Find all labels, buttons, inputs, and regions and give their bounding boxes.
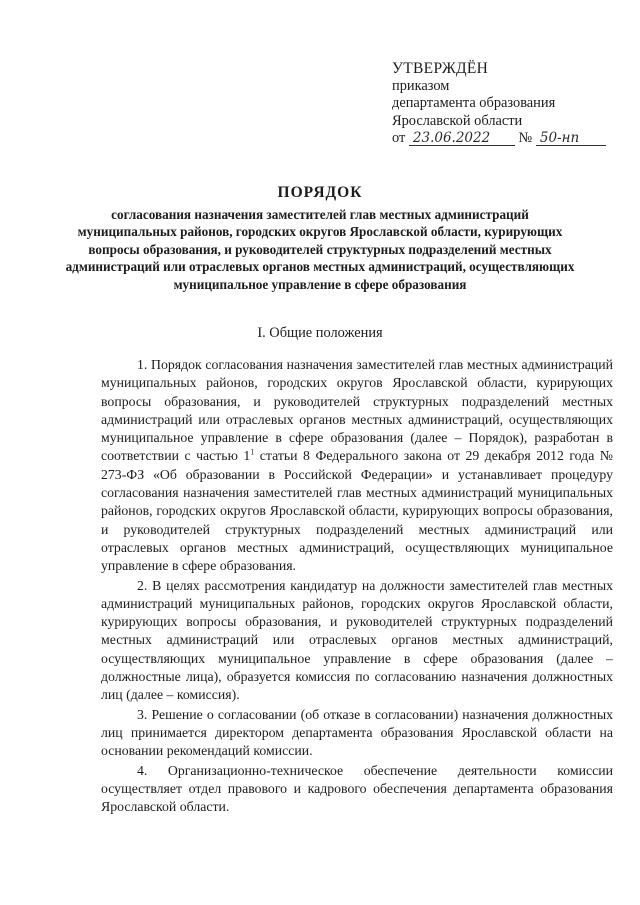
paragraph-4: 4. Организационно-техническое обеспечение деятельности комиссии осуществляет отдел правового и кадрового обеспечения департамента образования Ярославской области. — [101, 762, 613, 815]
paragraph-1-text-end: статьи 8 Федерального закона от 29 декабря 2012 года № 273-ФЗ «Об образовании в Российской Федерации» и устанавливает процедуру согласования назначения заместителей глав местных администраций муниципальных районов, городских округов Ярославской области, курирующих вопросы образования, и руководителей структурных подразделений местных администраций или отраслевых органов местных администраций, осуществляющих муниципальное управление в сфере образования. — [101, 448, 613, 574]
approval-line-order: приказом — [392, 77, 450, 94]
approval-date-number-line — [392, 130, 622, 148]
document-title-block — [60, 183, 580, 293]
approval-from-label: от — [392, 130, 406, 146]
section-heading: I. Общие положения — [257, 325, 383, 341]
handwritten-number: 50-нп — [536, 131, 606, 146]
approval-line-region: Ярославской области — [392, 112, 523, 129]
approval-number-label: № — [518, 130, 533, 146]
paragraph-1-superscript: 1 — [250, 447, 255, 457]
approval-title: УТВЕРЖДЁН — [392, 60, 489, 77]
paragraph-3: 3. Решение о согласовании (об отказе в согласовании) назначения должностных лиц принимается директором департамента образования Ярославской области на основании рекомендаций комиссии. — [101, 706, 613, 759]
document-body — [101, 356, 613, 816]
paragraph-1-text-start: 1. Порядок согласования назначения заместителей глав местных администраций муниципальных районов, городских округов Ярославской области, курирующих вопросы образования, и руководителей структурных подразделений местных администраций или отраслевых органов местных администраций, осуществляющих муниципальное управление в сфере образования (далее – Порядок), разработан в соответствии с частью 1 — [101, 357, 613, 464]
approval-line-department: департамента образования — [392, 95, 556, 111]
document-title: ПОРЯДОК — [277, 184, 363, 201]
paragraph-2: 2. В целях рассмотрения кандидатур на должности заместителей глав местных администраций муниципальных районов, городских округов Ярославской области, курирующих вопросы образования, и руководителей структурных подразделений местных администраций или отраслевых органов местных администраций, осуществляющих муниципальное управление в сфере образования (далее – должностные лица), образуется комиссия по согласованию назначения должностных лиц (далее – комиссия). — [101, 577, 613, 703]
handwritten-date: 23.06.2022 — [409, 131, 515, 146]
approval-stamp — [392, 60, 622, 148]
document-subtitle: согласования назначения заместителей глав местных администраций муниципальных районов, городских округов Ярославской области, курирующих вопросы образования, и руководителей структурных подразделений местных администраций или отраслевых органов местных администраций, осуществляющих муниципальное управление в сфере образования — [65, 207, 575, 292]
paragraph-1 — [101, 356, 613, 576]
